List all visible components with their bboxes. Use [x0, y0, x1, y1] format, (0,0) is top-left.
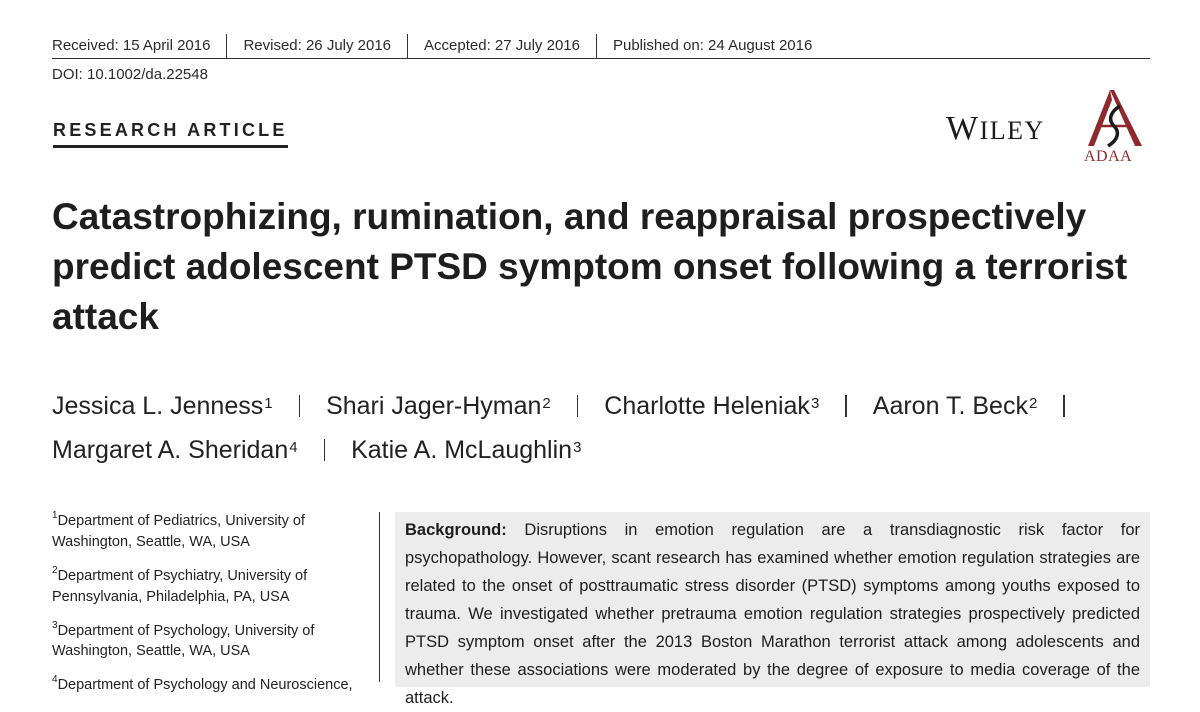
abstract-label: Background:: [405, 521, 507, 539]
doi[interactable]: DOI: 10.1002/da.22548: [52, 66, 208, 83]
header-divider: [52, 58, 1150, 59]
abstract-text: Disruptions in emotion regulation are a transdiagnostic risk factor for psychopathology. However, scant research has examined whether emotion regulation strategies are related to the onset of posttraumatic stress disorder (PTSD) symptoms among youths exposed to trauma. We investigated whether pretrauma emotion regulation strategies prospectively predicted PTSD symptom onset after the 2013 Boston Marathon terrorist attack among adolescents and whether these associations were moderated by the degree of exposure to media coverage of the attack.: [405, 521, 1140, 707]
wiley-logo-text: WILEY: [946, 110, 1045, 147]
received-date: Received: 15 April 2016: [52, 37, 211, 54]
affiliation: $^3$Department of Psychology, University of Washington, Seattle, WA, USA: [52, 619, 315, 660]
affiliation: $^4$Department of Psychology and Neuroscience,: [52, 674, 353, 694]
author[interactable]: Jessica L. Jenness $^1$: [52, 392, 273, 420]
affiliation: $^2$Department of Psychiatry, University of Pennsylvania, Philadelphia, PA, USA: [52, 564, 308, 605]
accepted-date: Accepted: 27 July 2016: [407, 34, 596, 58]
author-separator: [299, 395, 301, 417]
author[interactable]: Shari Jager-Hyman $^2$: [326, 392, 551, 420]
published-date: Published on: 24 August 2016: [596, 34, 828, 58]
adaa-logo-text: ADAA: [1084, 148, 1133, 165]
affiliation: $^1$Department of Pediatrics, University of Washington, Seattle, WA, USA: [52, 510, 305, 550]
article-title: Catastrophizing, rumination, and reappraisal prospectively predict adolescent PTSD symptom onset following a terrorist attack: [52, 196, 1128, 337]
adaa-logo-icon: [1084, 88, 1150, 150]
abstract-box: [395, 512, 1150, 707]
author-list: [52, 384, 1152, 472]
author[interactable]: Margaret A. Sheridan $^4$: [52, 436, 298, 464]
publication-history: [52, 34, 1150, 58]
author[interactable]: Katie A. McLaughlin $^3$: [351, 436, 582, 464]
author-separator: [1063, 395, 1065, 417]
author-separator: [324, 439, 326, 461]
section-label: RESEARCH ARTICLE: [53, 120, 288, 148]
affiliations: [52, 506, 372, 704]
revised-date: Revised: 26 July 2016: [226, 34, 407, 58]
publisher-logo: [946, 88, 1152, 170]
author-separator: [845, 395, 847, 417]
author-separator: [577, 395, 579, 417]
author[interactable]: Aaron T. Beck $^2$: [872, 392, 1038, 420]
author[interactable]: Charlotte Heleniak $^3$: [604, 392, 820, 420]
column-divider: [379, 512, 380, 682]
